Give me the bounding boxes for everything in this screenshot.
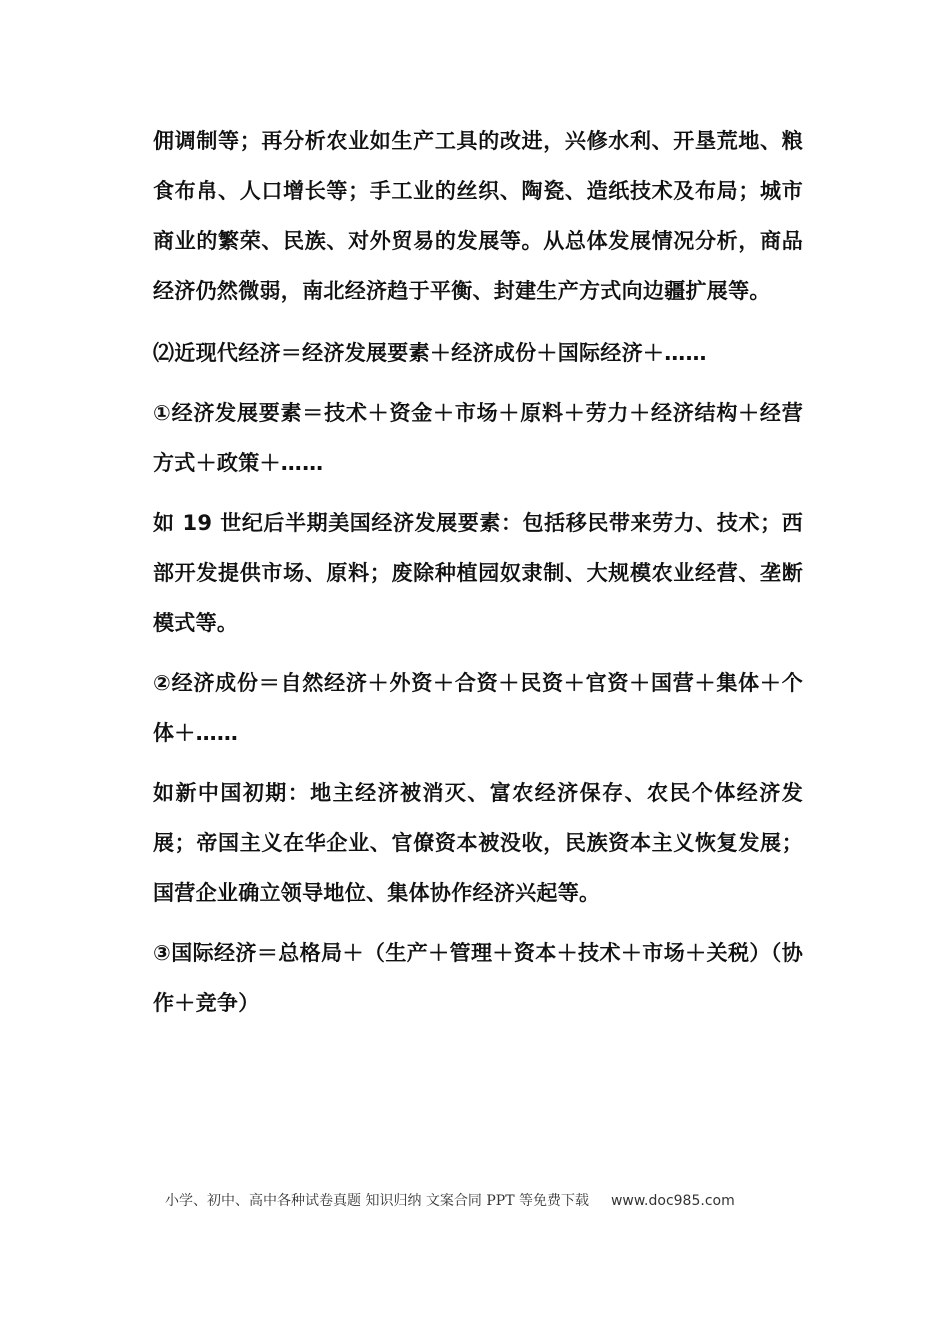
page-footer <box>165 1190 805 1210</box>
footer-text: 小学、初中、高中各种试卷真题 知识归纳 文案合同 PPT 等免费下载 <box>165 1193 589 1209</box>
document-body <box>153 116 803 1028</box>
paragraph-modern-economy-formula: ⑵近现代经济＝经济发展要素＋经济成份＋国际经济＋…… <box>153 341 707 365</box>
footer-site-link[interactable]: www.doc985.com <box>610 1193 735 1209</box>
paragraph-agriculture-handicraft: 佣调制等；再分析农业如生产工具的改进，兴修水利、开垦荒地、粮食布帛、人口增长等；手工业的丝织、陶瓷、造纸技术及布局；城市商业的繁荣、民族、对外贸易的发展等。从总体发展情况分析，商品经济仍然微弱，南北经济趋于平衡、封建生产方式向边疆扩展等。 <box>153 129 803 303</box>
paragraph-development-factors: ①经济发展要素＝技术＋资金＋市场＋原料＋劳力＋经济结构＋经营方式＋政策＋…… <box>153 401 803 475</box>
paragraph-economic-components: ②经济成份＝自然经济＋外资＋合资＋民资＋官资＋国营＋集体＋个体＋…… <box>153 671 803 745</box>
paragraph-new-china-example: 如新中国初期：地主经济被消灭、富农经济保存、农民个体经济发展；帝国主义在华企业、官僚资本被没收，民族资本主义恢复发展；国营企业确立领导地位、集体协作经济兴起等。 <box>153 781 803 905</box>
paragraph-international-economy: ③国际经济＝总格局＋（生产＋管理＋资本＋技术＋市场＋关税）（协作＋竞争） <box>153 941 803 1015</box>
paragraph-us-example: 如 19 世纪后半期美国经济发展要素：包括移民带来劳力、技术；西部开发提供市场、原料；废除种植园奴隶制、大规模农业经营、垄断模式等。 <box>153 511 803 635</box>
